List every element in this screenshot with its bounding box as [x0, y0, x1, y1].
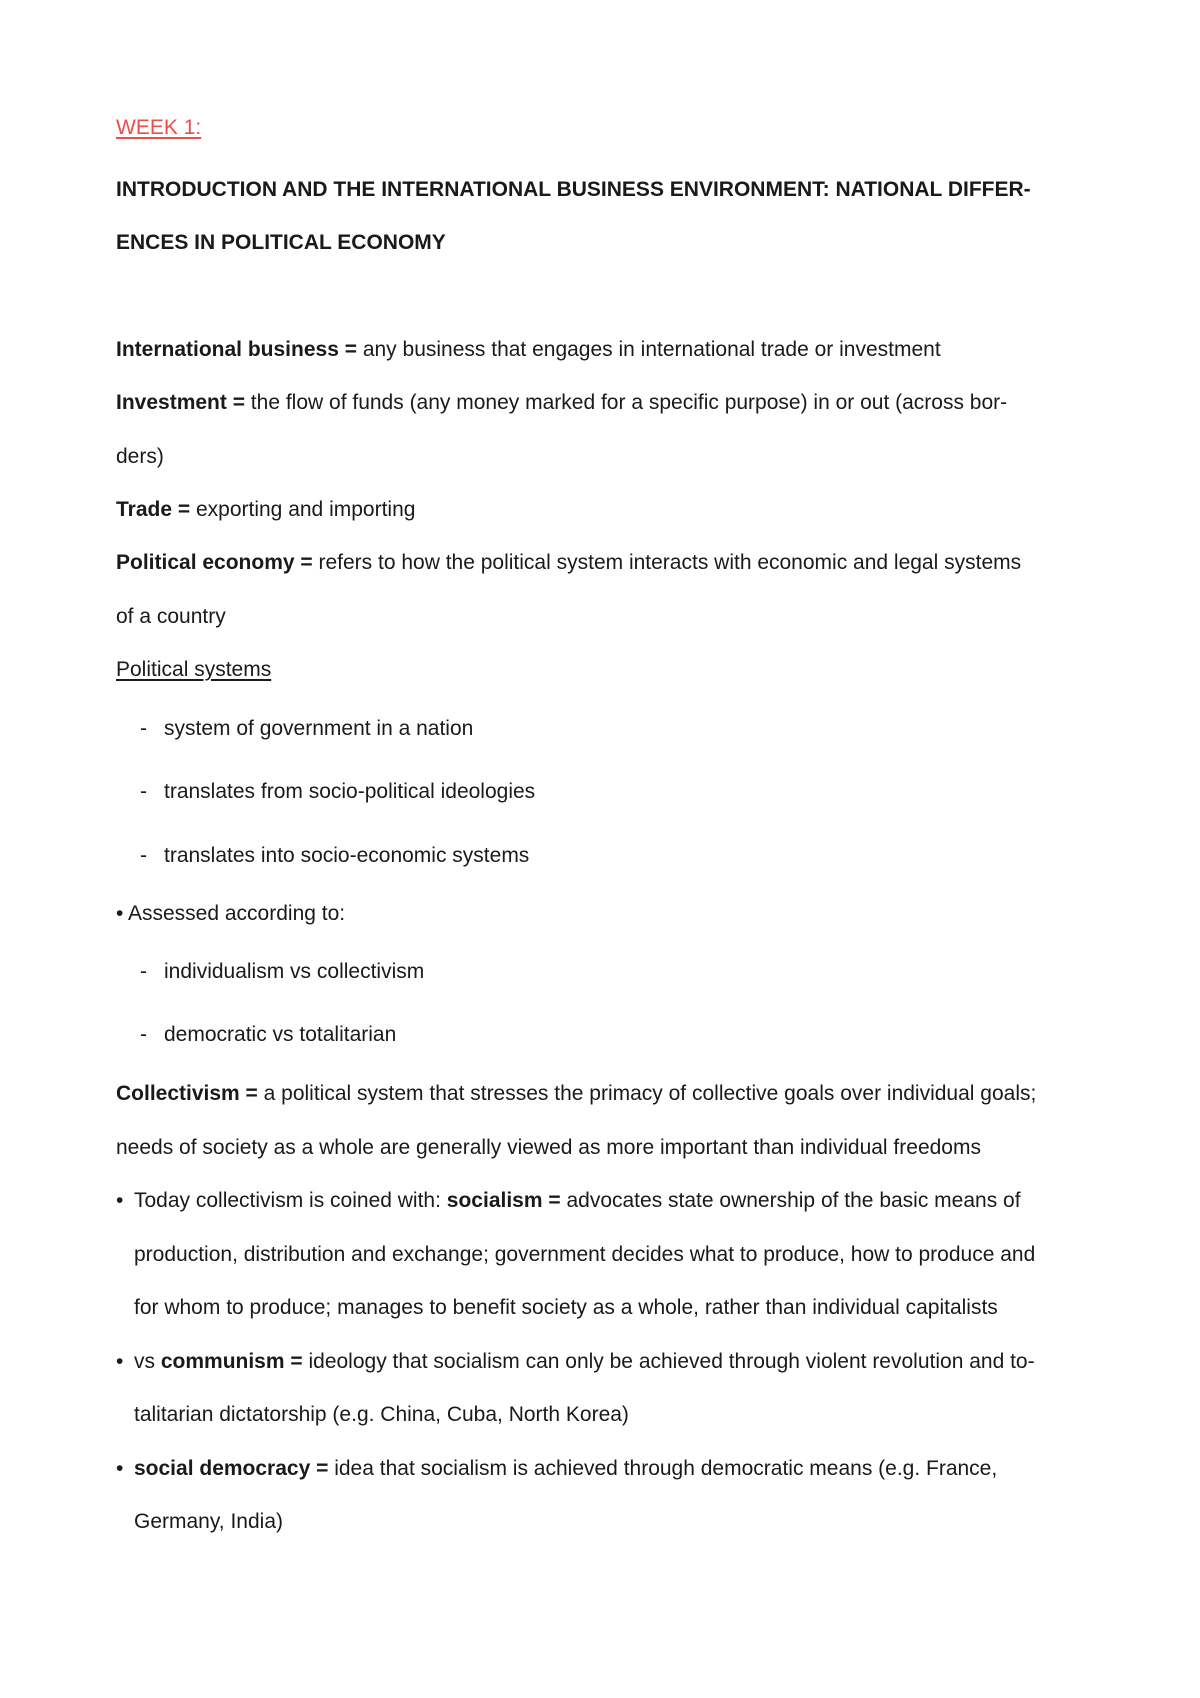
term: Trade =	[116, 498, 191, 521]
list-item-text: democratic vs totalitarian	[164, 1023, 397, 1046]
dash-marker: -	[140, 1023, 147, 1046]
bullet-marker: •	[116, 1457, 124, 1480]
list-item	[116, 1187, 1021, 1215]
bullet-prefix: vs	[134, 1350, 161, 1373]
list-item-continued: talitarian dictatorship (e.g. China, Cuba, North Korea)	[134, 1403, 629, 1426]
term: Investment =	[116, 391, 245, 414]
definition-collectivism	[116, 1080, 1036, 1108]
definition-text: the flow of funds (any money marked for a specific purpose) in or out (across bor-	[244, 391, 1008, 414]
list-item	[140, 715, 473, 743]
term: social democracy =	[134, 1457, 329, 1480]
list-item	[140, 778, 535, 806]
assessed-label-text: Assessed according to:	[128, 902, 346, 925]
definition-text: a political system that stresses the primacy of collective goals over individual goals;	[257, 1082, 1037, 1105]
bullet-text: advocates state ownership of the basic means of	[560, 1189, 1021, 1212]
list-item	[116, 1455, 997, 1483]
bullet-text: idea that socialism is achieved through democratic means (e.g. France,	[328, 1457, 998, 1480]
dash-marker: -	[140, 780, 147, 803]
definition-investment-continued: ders)	[116, 445, 164, 468]
bullet-marker: •	[116, 1189, 124, 1212]
list-item-continued: production, distribution and exchange; government decides what to produce, how to produce and	[134, 1243, 1036, 1266]
assessed-label	[116, 900, 345, 928]
list-item-continued: Germany, India)	[134, 1510, 283, 1533]
list-item-continued: for whom to produce; manages to benefit society as a whole, rather than individual capitalists	[134, 1296, 998, 1319]
dash-marker: -	[140, 844, 147, 867]
term: communism =	[160, 1350, 303, 1373]
page-title-line-1: INTRODUCTION AND THE INTERNATIONAL BUSINESS ENVIRONMENT: NATIONAL DIFFER-	[116, 178, 1031, 201]
list-item-text: individualism vs collectivism	[164, 960, 425, 983]
list-item-text: translates into socio-economic systems	[164, 844, 530, 867]
bullet-marker: •	[116, 1350, 124, 1373]
definition-text: refers to how the political system interacts with economic and legal systems	[312, 551, 1022, 574]
term: Political economy =	[116, 551, 313, 574]
bullet-text: ideology that socialism can only be achieved through violent revolution and to-	[302, 1350, 1035, 1373]
term: International business =	[116, 338, 357, 361]
definition-international-business	[116, 336, 941, 364]
list-item	[140, 958, 424, 986]
definition-collectivism-continued: needs of society as a whole are generally viewed as more important than individual freedoms	[116, 1136, 981, 1159]
definition-trade	[116, 496, 415, 524]
bullet-marker: •	[116, 902, 124, 925]
term: Collectivism =	[116, 1082, 258, 1105]
dash-marker: -	[140, 960, 147, 983]
bullet-prefix: Today collectivism is coined with:	[134, 1189, 447, 1212]
definition-text: exporting and importing	[190, 498, 416, 521]
definition-political-economy-continued: of a country	[116, 605, 226, 628]
list-item-text: translates from socio-political ideologies	[164, 780, 536, 803]
definition-investment	[116, 389, 1007, 417]
section-heading-political-systems: Political systems	[116, 658, 272, 681]
definition-text: any business that engages in international trade or investment	[356, 338, 941, 361]
term: socialism =	[446, 1189, 561, 1212]
list-item	[116, 1348, 1035, 1376]
dash-marker: -	[140, 717, 147, 740]
page-title-line-2: ENCES IN POLITICAL ECONOMY	[116, 231, 446, 254]
definition-political-economy	[116, 549, 1021, 577]
list-item-text: system of government in a nation	[164, 717, 474, 740]
list-item	[140, 1021, 396, 1049]
list-item	[140, 842, 529, 870]
week-label: WEEK 1:	[116, 116, 202, 139]
